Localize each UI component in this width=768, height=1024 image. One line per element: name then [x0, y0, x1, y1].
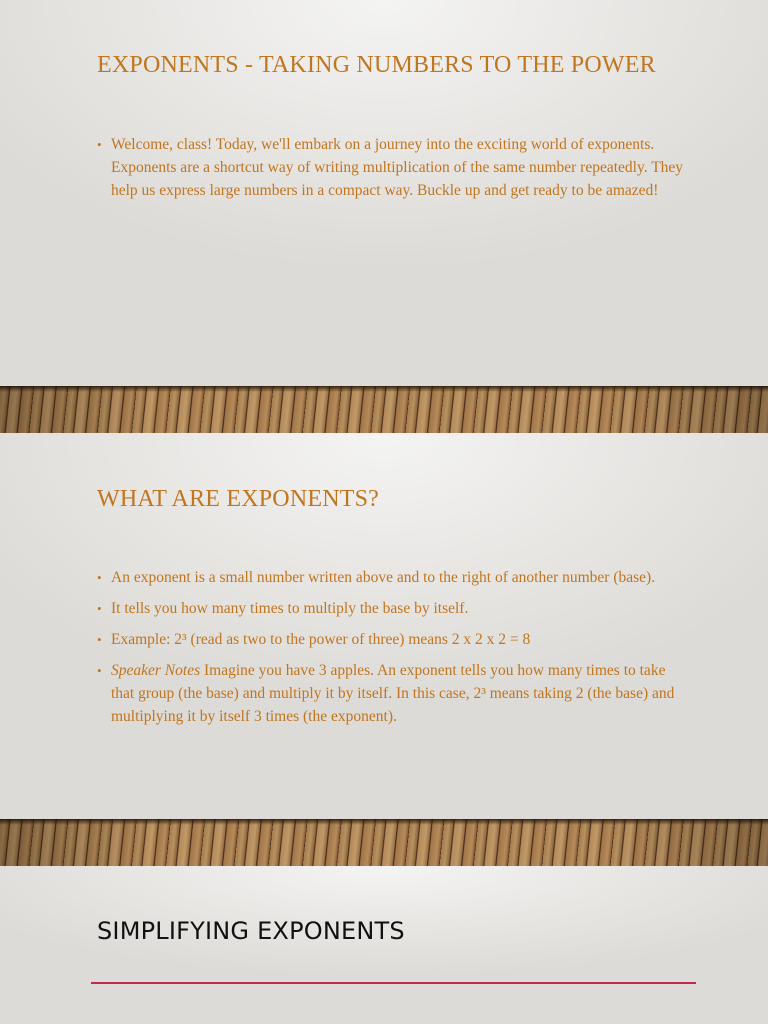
bullet-text: An exponent is a small number written above and to the right of another number (base). — [111, 569, 656, 586]
bullet-icon: • — [97, 570, 102, 585]
wood-floor-divider — [0, 819, 768, 866]
speaker-notes-text: Imagine you have 3 apples. An exponent tells you how many times to take that group (the base) and multiply it by itself. In this case, 2³ means taking 2 (the base) and multiplying it by itself 3 times (the exponent). — [111, 662, 675, 725]
bullet-text: It tells you how many times to multiply the base by itself. — [111, 600, 469, 617]
slide-title: SIMPLIFYING EXPONENTS — [97, 917, 405, 945]
bullet-text: Example: 2³ (read as two to the power of three) means 2 x 2 x 2 = 8 — [111, 631, 531, 648]
bullet-item — [97, 133, 687, 202]
speaker-notes-label: Speaker Notes — [111, 662, 201, 679]
bullet-icon: • — [97, 663, 102, 678]
slide-title: EXPONENTS - TAKING NUMBERS TO THE POWER — [97, 52, 656, 78]
bullet-item — [97, 597, 687, 620]
title-underline — [91, 982, 696, 984]
bullet-list — [97, 133, 687, 210]
bullet-item — [97, 566, 687, 589]
slide-2 — [0, 433, 768, 819]
wood-floor-divider — [0, 386, 768, 433]
slide-1 — [0, 0, 768, 386]
bullet-item — [97, 628, 687, 651]
bullet-icon: • — [97, 137, 102, 152]
bullet-item-speaker-notes — [97, 659, 687, 728]
slide-3 — [0, 866, 768, 1024]
slide-title: WHAT ARE EXPONENTS? — [97, 486, 380, 512]
bullet-icon: • — [97, 632, 102, 647]
bullet-icon: • — [97, 601, 102, 616]
bullet-list — [97, 566, 687, 736]
bullet-text: Welcome, class! Today, we'll embark on a journey into the exciting world of exponents. Exponents are a shortcut way of writing multiplication of the same number repeatedly. They help us express large numbers in a compact way. Buckle up and get ready to be amazed! — [111, 136, 684, 199]
